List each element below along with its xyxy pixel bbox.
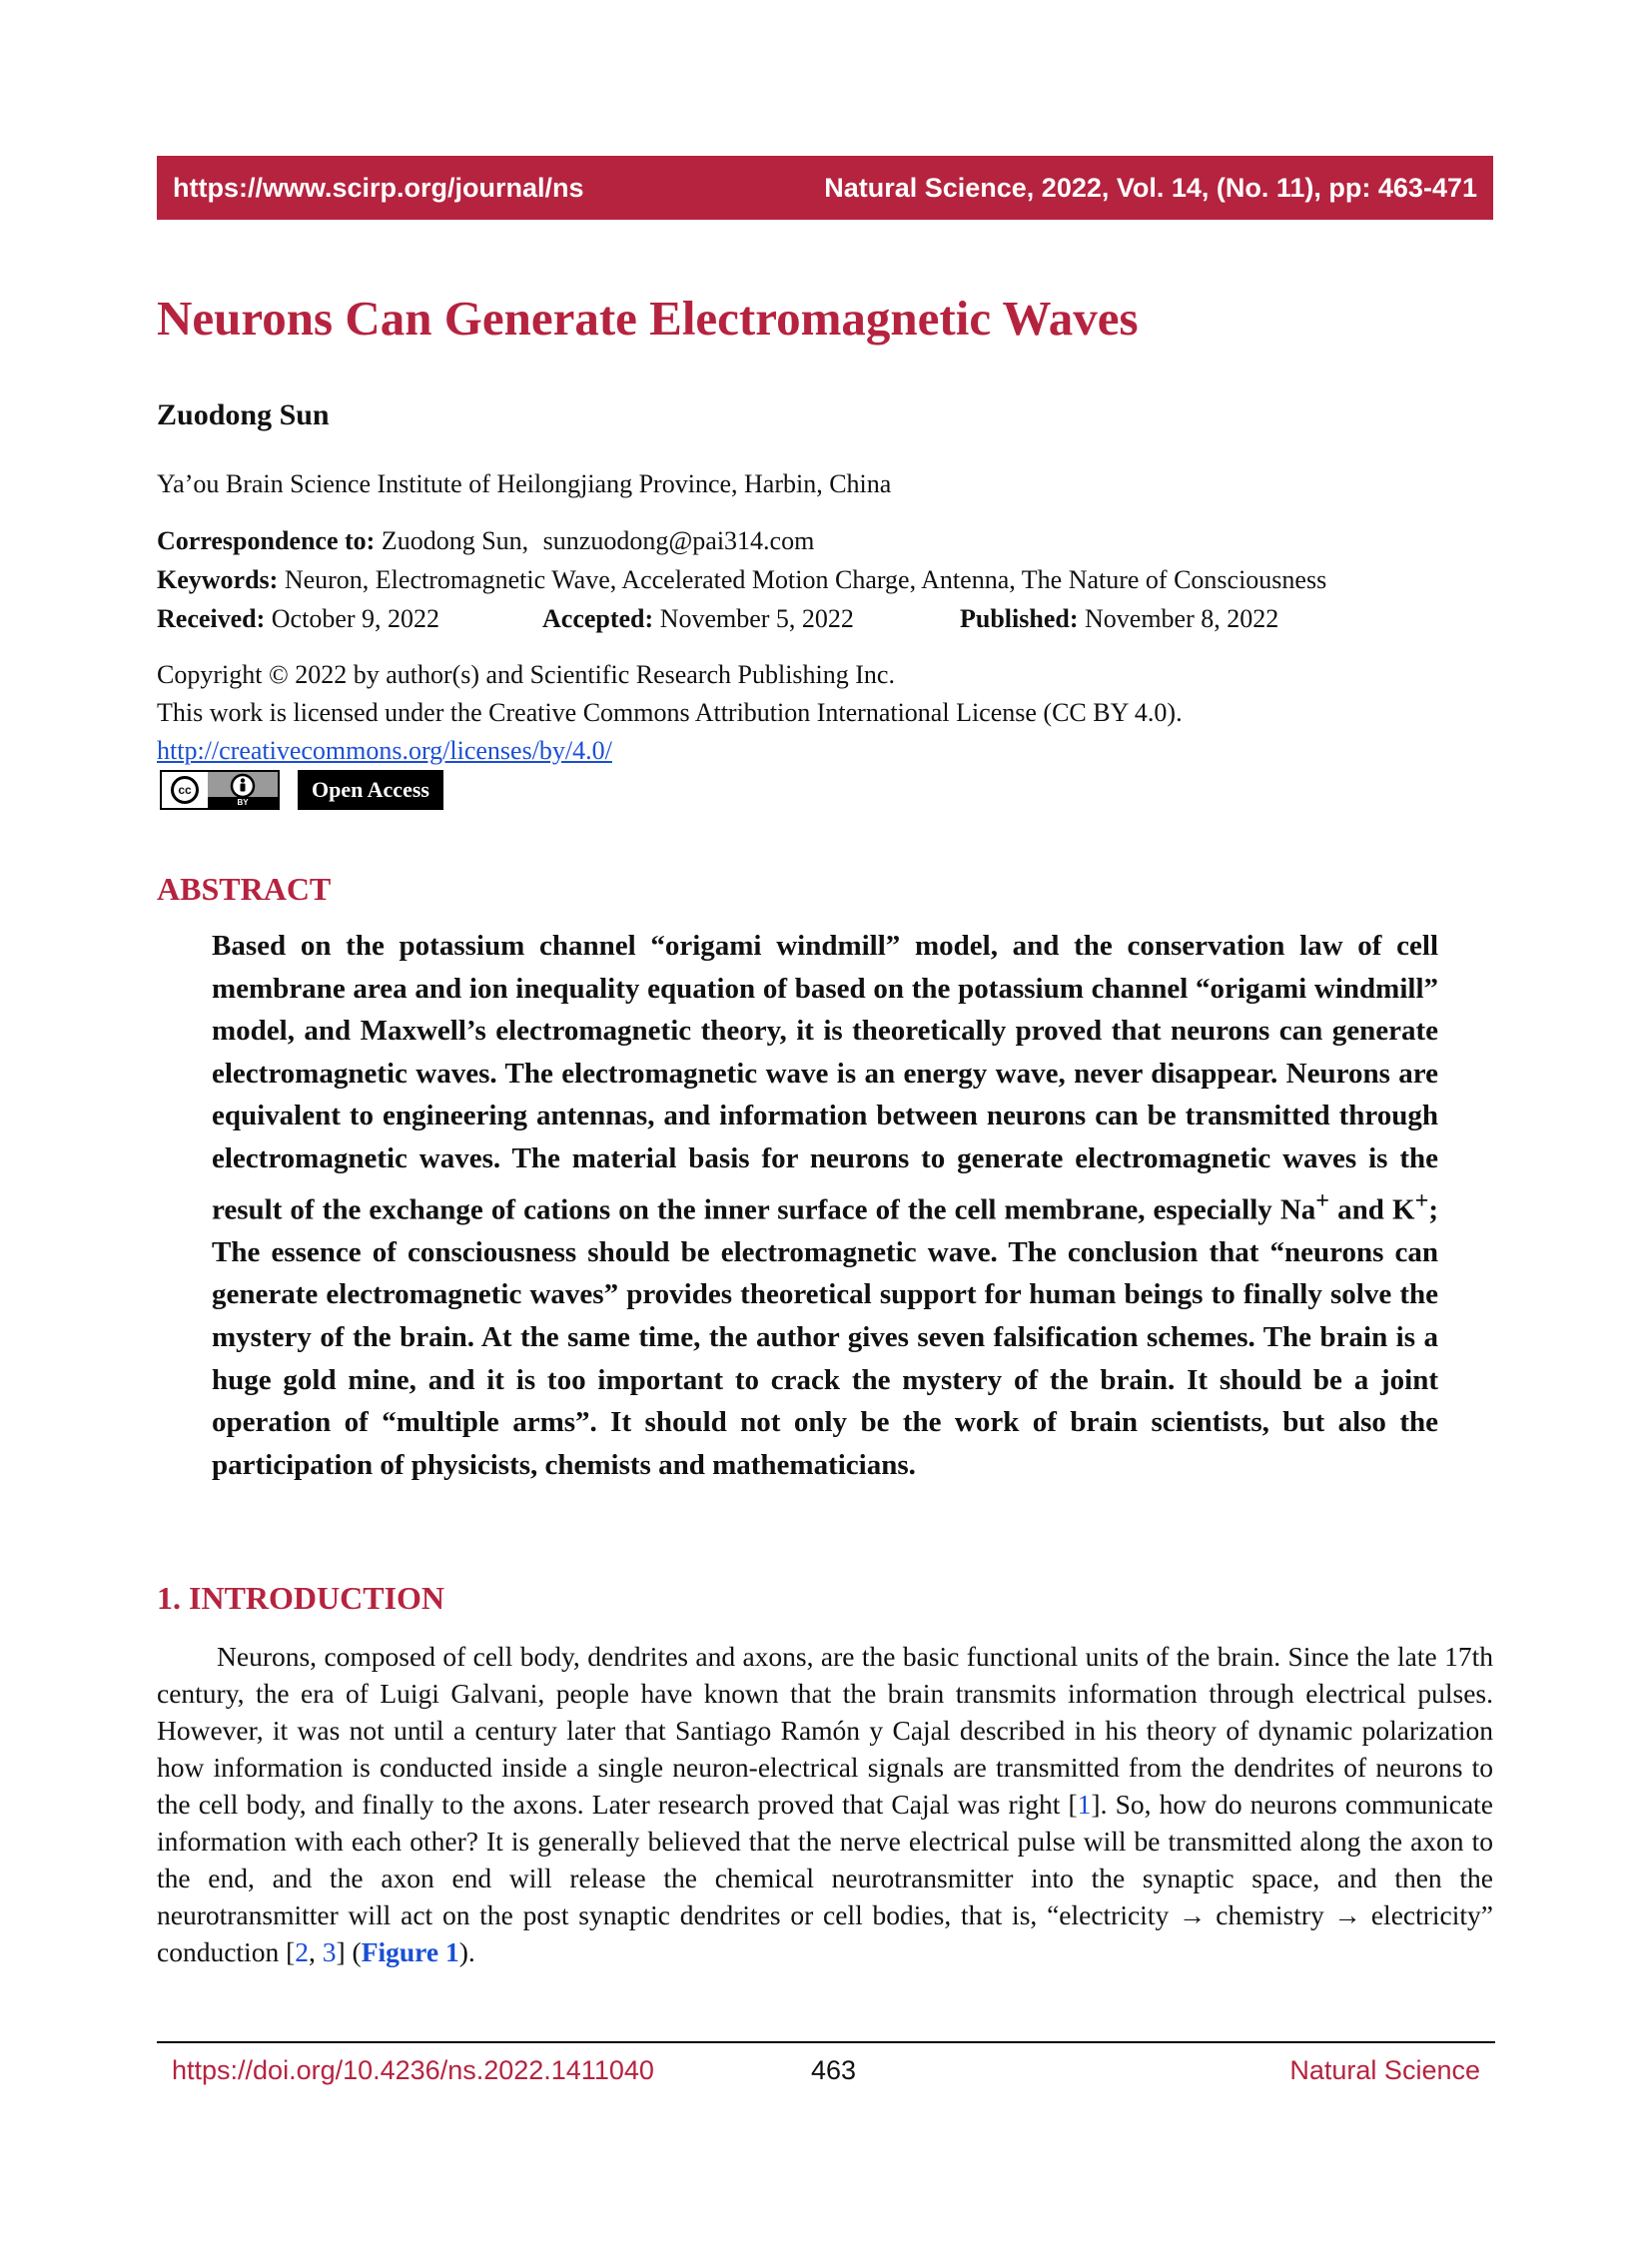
abstract-sup-1: + xyxy=(1315,1186,1330,1214)
abstract-heading: ABSTRACT xyxy=(157,871,332,907)
journal-url-link[interactable]: https://www.scirp.org/journal/ns xyxy=(173,172,584,203)
citation-link-1[interactable]: 1 xyxy=(1077,1789,1092,1820)
author-name: Zuodong Sun xyxy=(157,398,330,431)
paper-title: Neurons Can Generate Electromagnetic Waves xyxy=(157,291,1139,346)
correspondence-label: Correspondence to: xyxy=(157,526,376,555)
open-access-badge: Open Access xyxy=(298,770,443,810)
footer-journal-name: Natural Science xyxy=(1289,2055,1480,2085)
intro-part-4: ). xyxy=(458,1936,475,1967)
attribution-person-icon xyxy=(230,773,256,799)
cc-icon: cc xyxy=(171,776,199,804)
license-link[interactable]: http://creativecommons.org/licenses/by/4.0/ xyxy=(157,736,612,765)
cc-logo-cell xyxy=(162,772,208,808)
abstract-text xyxy=(212,925,1438,1486)
accepted-label: Accepted: xyxy=(542,604,654,633)
by-logo-cell xyxy=(208,772,278,808)
correspondence-email[interactable]: sunzuodong@pai314.com xyxy=(542,526,815,555)
keywords-text: Neuron, Electromagnetic Wave, Accelerated Motion Charge, Antenna, The Nature of Consciousness xyxy=(284,565,1327,594)
citation-link-3[interactable]: 3 xyxy=(322,1936,337,1967)
license-text: This work is licensed under the Creative Commons Attribution International License (CC BY 4.0). xyxy=(157,698,1183,727)
intro-part-1: Neurons, composed of cell body, dendrites and axons, are the basic functional units of the brain. Since the late 17th century, the era of Luigi Galvani, people have known that the brain transmits information through electrical pulses. However, it was not until a century later that Santiago Ramón y Cajal described in his theory of dynamic polarization how information is conducted inside a single neuron-electrical signals are transmitted from the dendrites of neurons to the cell body, and finally to the axons. Later research proved that Cajal was right [ xyxy=(157,1641,1493,1820)
abstract-part-3: ; The essence of consciousness should be electromagnetic wave. The conclusion that “neurons can generate electromagnetic waves” provides theoretical support for human beings to finally solve the mystery of the brain. At the same time, the author gives seven falsification schemes. The brain is a huge gold mine, and it is too important to crack the mystery of the brain. It should be a joint operation of “multiple arms”. It should not only be the work of brain scientists, but also the participation of physicists, chemists and mathematicians. xyxy=(212,1193,1438,1481)
journal-citation: Natural Science, 2022, Vol. 14, (No. 11), pp: 463-471 xyxy=(824,172,1477,203)
figure-1-link[interactable]: Figure 1 xyxy=(361,1936,459,1967)
keywords-label: Keywords: xyxy=(157,565,279,594)
published-label: Published: xyxy=(960,604,1079,633)
citation-link-2[interactable]: 2 xyxy=(295,1936,309,1967)
journal-header-banner xyxy=(157,156,1493,220)
received-date: October 9, 2022 xyxy=(271,604,440,633)
citation-separator: , xyxy=(308,1936,323,1967)
introduction-heading: 1. INTRODUCTION xyxy=(157,1580,445,1616)
copyright-text: Copyright © 2022 by author(s) and Scientific Research Publishing Inc. xyxy=(157,660,895,689)
correspondence-line xyxy=(157,526,814,556)
received-label: Received: xyxy=(157,604,266,633)
by-label: BY xyxy=(208,797,278,808)
published-date: November 8, 2022 xyxy=(1085,604,1279,633)
accepted-date: November 5, 2022 xyxy=(659,604,854,633)
correspondence-name: Zuodong Sun, xyxy=(381,526,529,555)
introduction-paragraph xyxy=(157,1638,1493,1970)
footer-page-number: 463 xyxy=(811,2055,857,2085)
received-line xyxy=(157,604,439,634)
affiliation: Ya’ou Brain Science Institute of Heilongjiang Province, Harbin, China xyxy=(157,469,892,498)
abstract-part-2: and K xyxy=(1329,1193,1415,1226)
intro-part-3: ] ( xyxy=(336,1936,362,1967)
abstract-sup-2: + xyxy=(1414,1186,1429,1214)
abstract-part-1: Based on the potassium channel “origami windmill” model, and the conservation law of cell membrane area and ion inequality equation of based on the potassium channel “origami windmill” model, and Maxwell’s electromagnetic theory, it is theoretically proved that neurons can generate electromagnetic waves. The electromagnetic wave is an energy wave, never disappear. Neurons are equivalent to engineering antennas, and information between neurons can be transmitted through electromagnetic waves. The material basis for neurons to generate electromagnetic waves is the result of the exchange of cations on the inner surface of the cell membrane, especially Na xyxy=(212,930,1438,1226)
keywords-line xyxy=(157,565,1326,595)
cc-by-badge[interactable] xyxy=(160,770,280,810)
intro-part-2: ]. So, how do neurons communicate information with each other? It is generally believed that the nerve electrical pulse will be transmitted along the axon to the end, and the axon end will release the chemical neurotransmitter into the synaptic space, and then the neurotransmitter will act on the post synaptic dendrites or cell bodies, that is, “electricity → chemistry → electricity” conduction [ xyxy=(157,1789,1493,1967)
published-line xyxy=(960,604,1278,634)
footer-divider xyxy=(157,2041,1495,2043)
accepted-line xyxy=(542,604,854,634)
footer-doi-link[interactable]: https://doi.org/10.4236/ns.2022.1411040 xyxy=(172,2055,654,2085)
